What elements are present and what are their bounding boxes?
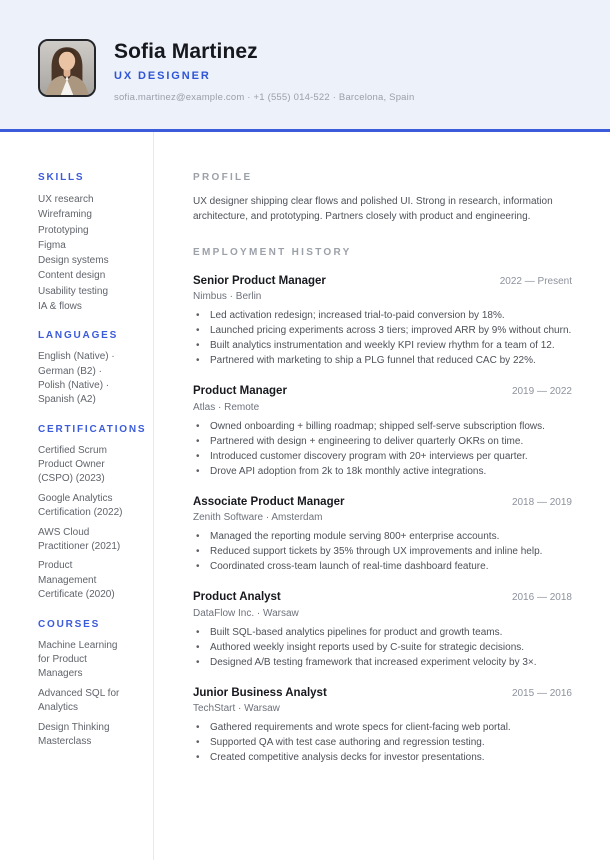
job-dates: 2019 — 2022 xyxy=(511,386,572,398)
sidebar xyxy=(0,132,154,860)
job-entry xyxy=(193,590,572,669)
job-title: Product Manager xyxy=(193,385,287,398)
job-bullets xyxy=(193,625,572,670)
job-title: Senior Product Manager xyxy=(193,275,326,287)
job-dates: 2016 — 2018 xyxy=(511,592,572,604)
skill-item: IA & flows xyxy=(38,301,82,313)
language-item: Polish (Native) · xyxy=(38,379,110,391)
job-bullet: • Partnered with design + engineering to deliver quarterly OKRs on time. xyxy=(193,434,572,449)
job-company: Nimbus · Berlin xyxy=(193,291,262,303)
certification-item: Google Analytics Certification (2022) xyxy=(38,492,123,519)
person-role: UX DESIGNER xyxy=(114,70,211,83)
job-entry xyxy=(193,384,572,478)
certification-item: Certified Scrum Product Owner (CSPO) (2023) xyxy=(38,444,107,485)
certification-item: AWS Cloud Practitioner (2021) xyxy=(38,526,121,552)
skill-item: Prototyping xyxy=(38,224,89,236)
job-title-row xyxy=(193,384,572,398)
job-bullet: • Drove API adoption from 2k to 18k monthly active integrations. xyxy=(193,464,572,479)
profile-heading: PROFILE xyxy=(193,172,253,183)
job-entry xyxy=(193,274,572,368)
course-item: Design Thinking Masterclass xyxy=(38,721,110,748)
job-bullet: • Owned onboarding + billing roadmap; shipped self-serve subscription flows. xyxy=(193,419,572,434)
skill-item: UX research xyxy=(38,194,94,205)
job-bullets xyxy=(193,308,572,368)
main-content xyxy=(154,132,610,860)
job-bullet: • Led activation redesign; increased trial-to-paid conversion by 18%. xyxy=(193,308,572,323)
document-body xyxy=(0,132,610,860)
certification-item: Product Management Certificate (2020) xyxy=(38,560,115,601)
skills-heading: SKILLS xyxy=(38,172,85,183)
job-company: Zenith Software · Amsterdam xyxy=(193,512,323,524)
job-title-row xyxy=(193,686,572,700)
sidebar-section-languages xyxy=(38,330,127,407)
sidebar-section-courses xyxy=(38,619,127,750)
languages-heading: LANGUAGES xyxy=(38,330,119,342)
job-bullet: • Launched pricing experiments across 3 tiers; improved ARR by 9% without churn. xyxy=(193,323,572,338)
skill-item: Content design xyxy=(38,270,106,282)
job-company: DataFlow Inc. · Warsaw xyxy=(193,607,299,619)
job-entry xyxy=(193,495,572,574)
person-name: Sofia Martinez xyxy=(114,40,258,63)
job-bullet: • Managed the reporting module serving 800+ enterprise accounts. xyxy=(193,529,572,544)
job-bullet: • Created competitive analysis decks for investor presentations. xyxy=(193,750,572,765)
sidebar-section-skills xyxy=(38,172,127,314)
profile-text: UX designer shipping clear flows and polished UI. Strong in research, information architecture, and prototyping. Partners closely with product and engineering. xyxy=(193,196,553,222)
job-company: Atlas · Remote xyxy=(193,401,260,413)
courses-heading: COURSES xyxy=(38,618,101,630)
language-item: English (Native) · xyxy=(38,351,115,363)
course-item: Advanced SQL for Analytics xyxy=(38,687,120,714)
skill-item: Usability testing xyxy=(38,285,109,297)
employment-heading: EMPLOYMENT HISTORY xyxy=(193,247,352,258)
job-company: TechStart · Warsaw xyxy=(193,702,280,714)
job-dates: 2018 — 2019 xyxy=(511,496,572,508)
language-item: Spanish (A2) xyxy=(38,394,96,406)
skill-item: Design systems xyxy=(38,255,109,267)
job-title: Junior Business Analyst xyxy=(193,686,327,699)
job-bullets xyxy=(193,419,572,479)
header-identity xyxy=(114,39,414,103)
job-bullets xyxy=(193,529,572,574)
job-bullet: • Supported QA with test case authoring and regression testing. xyxy=(193,735,572,750)
job-dates: 2022 — Present xyxy=(499,276,572,287)
skill-item: Figma xyxy=(38,239,66,251)
sidebar-section-certifications xyxy=(38,423,147,603)
profile-photo xyxy=(38,39,96,97)
job-bullet: • Built analytics instrumentation and weekly KPI review rhythm for a team of 12. xyxy=(193,338,572,353)
job-entry xyxy=(193,686,572,765)
contact-line: sofia.martinez@example.com · +1 (555) 014-522 · Barcelona, Spain xyxy=(114,92,415,104)
language-item: German (B2) · xyxy=(38,365,102,377)
portrait-illustration xyxy=(40,41,94,95)
job-title-row xyxy=(193,590,572,604)
job-bullet: • Gathered requirements and wrote specs for client-facing web portal. xyxy=(193,720,572,735)
job-bullet: • Authored weekly insight reports used by C-suite for strategic decisions. xyxy=(193,640,572,655)
job-bullet: • Coordinated cross-team launch of real-time dashboard feature. xyxy=(193,559,572,574)
job-dates: 2015 — 2016 xyxy=(511,687,572,699)
skill-item: Wireframing xyxy=(38,209,92,221)
job-title-row xyxy=(193,274,572,288)
job-bullet: • Introduced customer discovery program with 20+ interviews per quarter. xyxy=(193,449,572,464)
job-bullet: • Partnered with marketing to ship a PLG funnel that reduced CAC by 22%. xyxy=(193,353,572,368)
resume-header xyxy=(0,0,610,129)
course-item: Machine Learning for Product Managers xyxy=(38,639,118,680)
job-title: Associate Product Manager xyxy=(193,495,345,508)
job-bullet: • Reduced support tickets by 35% through UX improvements and inline help. xyxy=(193,544,572,559)
certifications-heading: CERTIFICATIONS xyxy=(38,423,147,435)
job-title-row xyxy=(193,495,572,509)
job-title: Product Analyst xyxy=(193,591,281,604)
job-bullets xyxy=(193,720,572,765)
job-bullet: • Designed A/B testing framework that increased experiment velocity by 3×. xyxy=(193,655,572,670)
job-bullet: • Built SQL-based analytics pipelines for product and growth teams. xyxy=(193,625,572,640)
